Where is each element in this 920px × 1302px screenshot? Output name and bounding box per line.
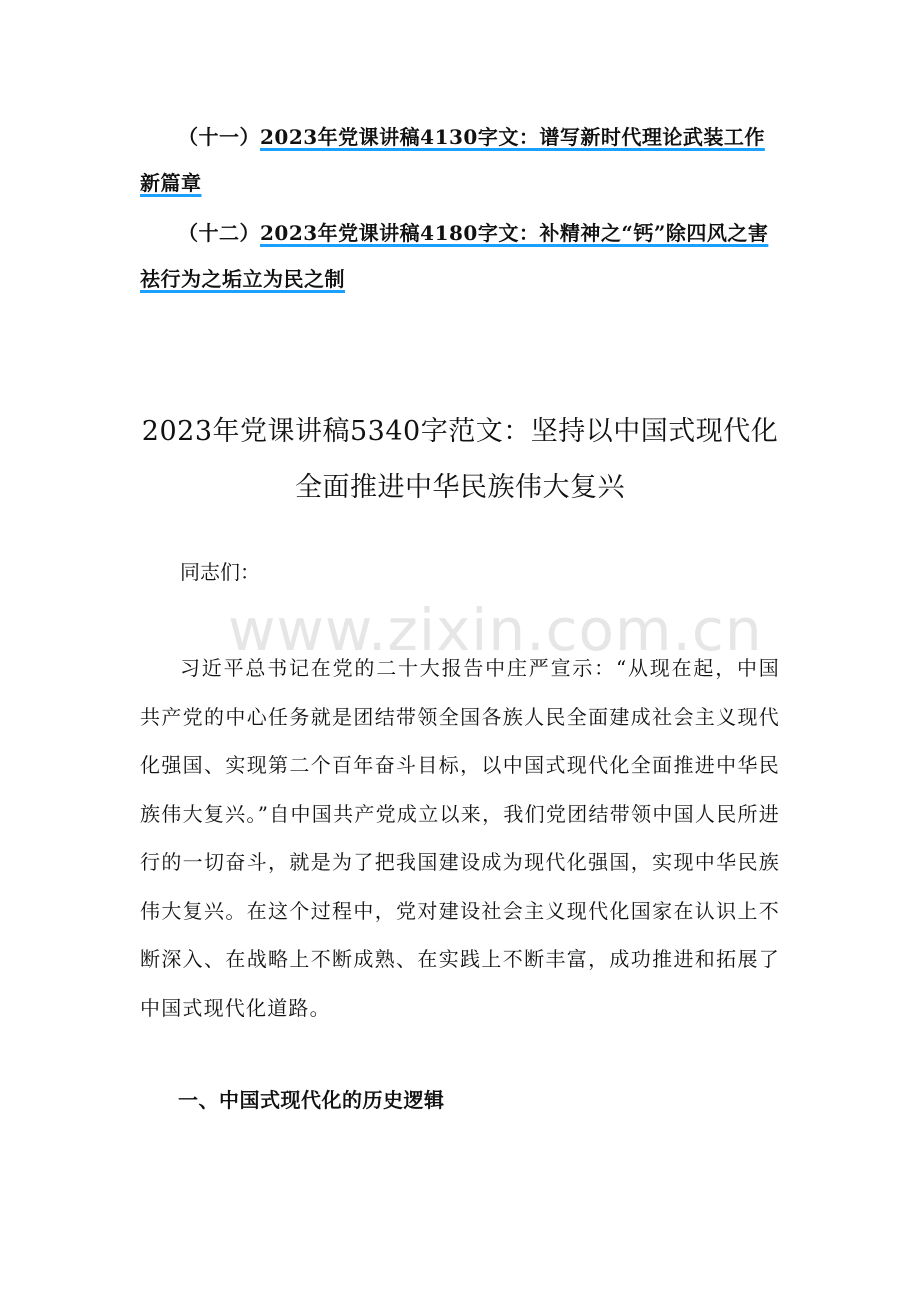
- greeting: 同志们：: [180, 560, 260, 584]
- watermark: www.zixin.com.cn: [228, 596, 763, 664]
- toc-link-11[interactable]: 2023年党课讲稿4130字文：谱写新时代理论武装工作新篇章: [140, 125, 765, 195]
- document-title: [120, 404, 800, 516]
- toc-entry-11: [140, 114, 780, 206]
- toc-entry-number: （十一）: [178, 125, 260, 149]
- toc-link-12[interactable]: 2023年党课讲稿4180字文：补精神之“钙”除四风之害祛行为之垢立为民之制: [140, 221, 769, 291]
- toc-entry-number: （十二）: [178, 221, 260, 245]
- document-title-line-1: 2023年党课讲稿5340字范文：坚持以中国式现代化: [141, 416, 779, 447]
- document-title-line-2: 全面推进中华民族伟大复兴: [295, 472, 625, 503]
- toc-entry-12: [140, 210, 780, 302]
- body-paragraph: 习近平总书记在党的二十大报告中庄严宣示：“从现在起，中国共产党的中心任务就是团结带领全国各族人民全面建成社会主义现代化强国、实现第二个百年奋斗目标，以中国式现代化全面推进中华民族伟大复兴。”自中国共产党成立以来，我们党团结带领中国人民所进行的一切奋斗，就是为了把我国建设成为现代化强国，实现中华民族伟大复兴。在这个过程中，党对建设社会主义现代化国家在认识上不断深入、在战略上不断成熟、在实践上不断丰富，成功推进和拓展了中国式现代化道路。: [140, 656, 780, 1020]
- section-heading: 一、中国式现代化的历史逻辑: [178, 1088, 445, 1112]
